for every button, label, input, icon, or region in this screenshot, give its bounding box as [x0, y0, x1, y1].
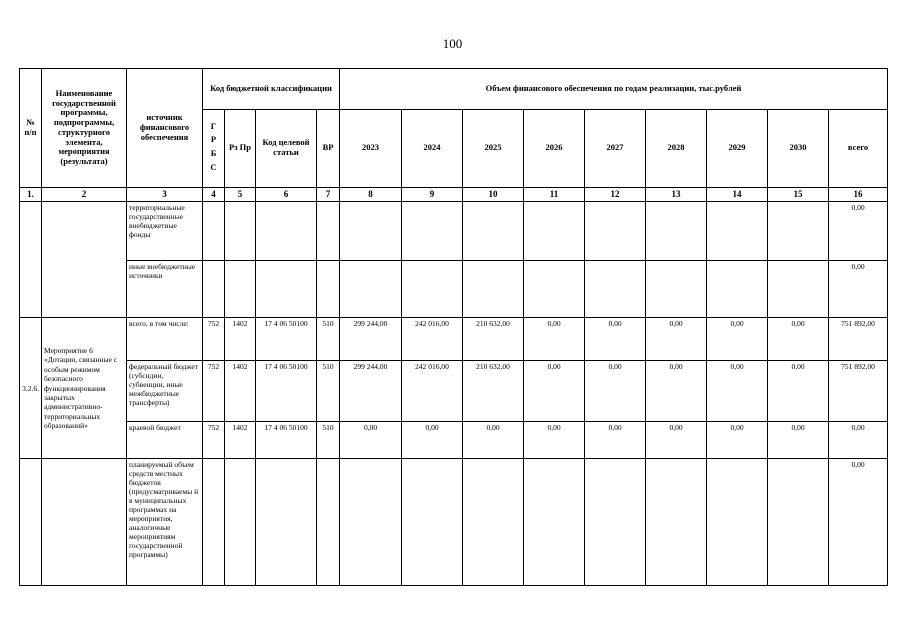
value-cell: 0,00: [524, 318, 585, 361]
column-number: 12: [585, 187, 646, 201]
column-number: 10: [463, 187, 524, 201]
source-cell: федеральный бюджет (субсидии, субвенции, иные межбюджетные трансферты): [127, 360, 203, 421]
column-number: 2: [42, 187, 127, 201]
value-cell: 0,00: [646, 318, 707, 361]
vr-cell: 510: [317, 421, 340, 459]
vr-cell: 510: [317, 360, 340, 421]
header-name: Наименование государственной программы, подпрограммы, структурного элемента, мероприятия (результата): [42, 69, 127, 188]
column-number: 11: [524, 187, 585, 201]
header-funding: Объем финансового обеспечения по годам реализации, тыс.рублей: [340, 69, 888, 110]
column-numbers-row: [20, 187, 888, 201]
page-number: 100: [442, 36, 463, 51]
table-row: [20, 360, 888, 421]
total-cell: 751 892,00: [829, 318, 888, 361]
source-cell: иные внебюджетные источники: [127, 260, 203, 318]
value-cell: 0,00: [707, 318, 768, 361]
column-number: 15: [768, 187, 829, 201]
empty-cell: [42, 459, 127, 586]
source-cell: территориальные государственные внебюджетные фонды: [127, 201, 203, 260]
value-cell: 0,00: [463, 421, 524, 459]
column-number: 8: [340, 187, 402, 201]
header-year: 2029: [707, 109, 768, 187]
value-cell: 0,00: [707, 360, 768, 421]
value-cell: 0,00: [585, 421, 646, 459]
value-cell: 0,00: [524, 421, 585, 459]
total-cell: 751 892,00: [829, 360, 888, 421]
value-cell: 242 016,00: [402, 360, 463, 421]
table-row: [20, 421, 888, 459]
header-year: 2024: [402, 109, 463, 187]
target-code-cell: 17 4 06 50100: [256, 318, 317, 361]
header-year: 2023: [340, 109, 402, 187]
grbs-cell: 752: [203, 421, 225, 459]
column-number: 3: [127, 187, 203, 201]
total-cell: 0,00: [829, 260, 888, 318]
source-cell: планируемый объем средств местных бюджетов (предусматриваемы й в муниципальных программах на мероприятия, аналогичные мероприятиям государственной программы): [127, 459, 203, 586]
source-cell: всего, в том числе:: [127, 318, 203, 361]
empty-cell: [20, 459, 42, 586]
value-cell: 0,00: [707, 421, 768, 459]
empty-cell: [42, 201, 127, 318]
total-cell: 0,00: [829, 459, 888, 586]
header-grbs: Г Р Б С: [203, 109, 225, 187]
grbs-cell: 752: [203, 318, 225, 361]
header-year: 2025: [463, 109, 524, 187]
rzpr-cell: 1402: [225, 318, 256, 361]
budget-table: [19, 68, 888, 586]
header-year: 2027: [585, 109, 646, 187]
value-cell: 210 632,00: [463, 360, 524, 421]
header-budget-code: Код бюджетной классификации: [203, 69, 340, 110]
rzpr-cell: 1402: [225, 360, 256, 421]
vr-cell: 510: [317, 318, 340, 361]
grbs-cell: 752: [203, 360, 225, 421]
value-cell: 0,00: [768, 360, 829, 421]
value-cell: 299 244,00: [340, 318, 402, 361]
table-row: [20, 459, 888, 586]
header-total: всего: [829, 109, 888, 187]
activity-name: Мероприятие 6 «Дотации, связанные с особым режимом безопасного функционирования закрытых административно-территориальных образований»: [42, 318, 127, 459]
column-number: 16: [829, 187, 888, 201]
header-year: 2030: [768, 109, 829, 187]
table-row: [20, 318, 888, 361]
table-row: [20, 260, 888, 318]
column-number: 7: [317, 187, 340, 201]
column-number: 9: [402, 187, 463, 201]
header-source: источник финансового обеспечения: [127, 69, 203, 188]
source-cell: краевой бюджет: [127, 421, 203, 459]
value-cell: 0,00: [585, 318, 646, 361]
target-code-cell: 17 4 06 50100: [256, 421, 317, 459]
column-number: 4: [203, 187, 225, 201]
column-number: 1.: [20, 187, 42, 201]
value-cell: 0,00: [585, 360, 646, 421]
header-rz-pr: Рз Пр: [225, 109, 256, 187]
header-target-code: Код целевой статьи: [256, 109, 317, 187]
activity-number: 3.2.6.: [20, 318, 42, 459]
header-number: № п/п: [20, 69, 42, 188]
value-cell: 0,00: [768, 318, 829, 361]
value-cell: 242 016,00: [402, 318, 463, 361]
column-number: 14: [707, 187, 768, 201]
rzpr-cell: 1402: [225, 421, 256, 459]
value-cell: 0,00: [768, 421, 829, 459]
header-year: 2026: [524, 109, 585, 187]
total-cell: 0,00: [829, 421, 888, 459]
total-cell: 0,00: [829, 201, 888, 260]
table-row: [20, 201, 888, 260]
value-cell: 210 632,00: [463, 318, 524, 361]
value-cell: 0,00: [402, 421, 463, 459]
value-cell: 0,00: [646, 421, 707, 459]
value-cell: 299 244,00: [340, 360, 402, 421]
value-cell: 0,00: [340, 421, 402, 459]
column-number: 6: [256, 187, 317, 201]
column-number: 5: [225, 187, 256, 201]
value-cell: 0,00: [646, 360, 707, 421]
target-code-cell: 17 4 06 50100: [256, 360, 317, 421]
empty-cell: [20, 201, 42, 318]
header-vr: ВР: [317, 109, 340, 187]
column-number: 13: [646, 187, 707, 201]
value-cell: 0,00: [524, 360, 585, 421]
header-year: 2028: [646, 109, 707, 187]
